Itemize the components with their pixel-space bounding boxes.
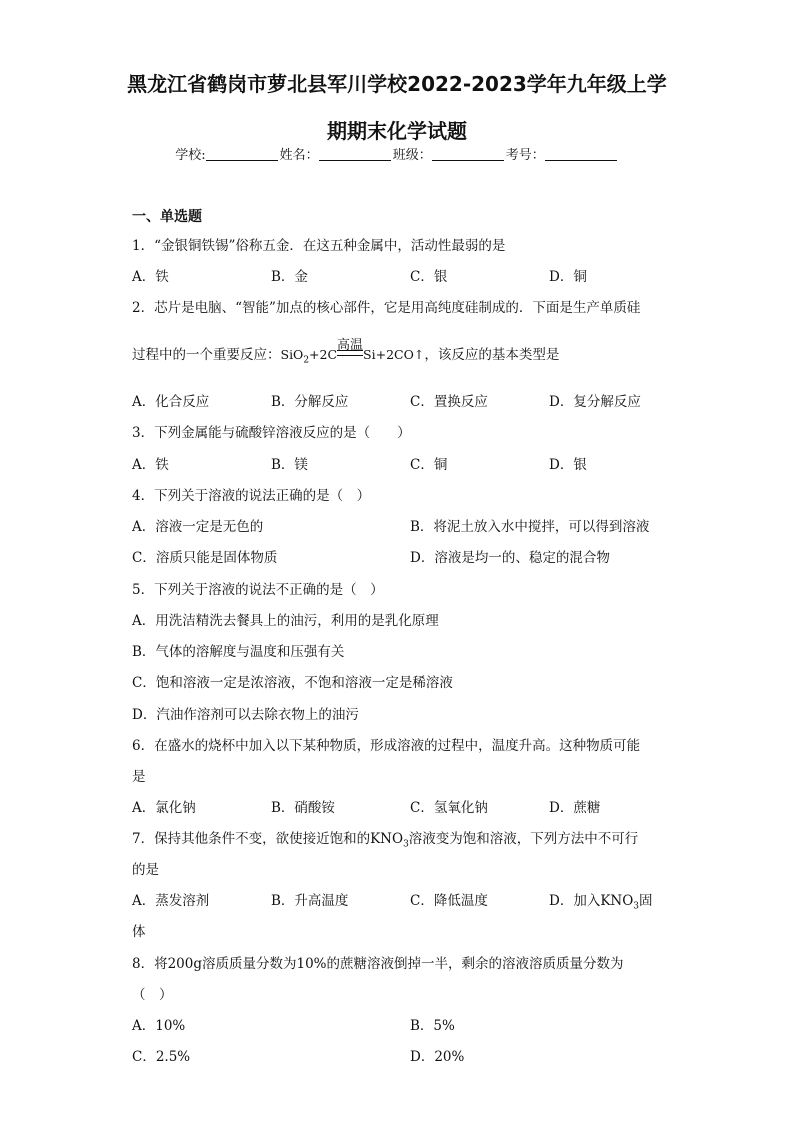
question-3-option-d[interactable]: D．银 bbox=[549, 457, 587, 473]
question-4-option-b[interactable]: B．将泥土放入水中搅拌，可以得到溶液 bbox=[410, 519, 650, 535]
equation-condition: 高温 bbox=[337, 338, 364, 353]
question-2-stem-equation-line bbox=[132, 338, 560, 366]
question-5-option-a[interactable]: A．用洗洁精洗去餐具上的油污，利用的是乳化原理 bbox=[132, 613, 439, 629]
question-7-option-d-subscript: 3 bbox=[633, 901, 640, 912]
question-5-stem: 5．下列关于溶液的说法不正确的是（ ） bbox=[132, 582, 384, 598]
question-2-option-b[interactable]: B．分解反应 bbox=[271, 394, 349, 410]
question-8-option-c[interactable]: C．2.5% bbox=[132, 1049, 191, 1065]
question-8-option-b[interactable]: B．5% bbox=[410, 1018, 455, 1034]
question-7-option-d-suffix: 固 bbox=[639, 893, 653, 909]
question-2-option-c[interactable]: C．置换反应 bbox=[410, 394, 488, 410]
question-8-option-d[interactable]: D．20% bbox=[410, 1049, 465, 1065]
question-1-option-a[interactable]: A．铁 bbox=[132, 269, 169, 285]
student-info-line bbox=[0, 144, 794, 163]
question-7-option-d[interactable] bbox=[549, 889, 653, 912]
question-6-option-d[interactable]: D．蔗糖 bbox=[549, 800, 601, 816]
exam-title-line1: 黑龙江省鹤岗市萝北县军川学校2022-2023学年九年级上学 bbox=[127, 72, 667, 96]
question-2-option-a[interactable]: A．化合反应 bbox=[132, 394, 210, 410]
question-7-stem-line1 bbox=[132, 827, 638, 850]
question-3-stem: 3．下列金属能与硫酸锌溶液反应的是（ ） bbox=[132, 425, 411, 441]
question-8-stem-line1: 8．将200g溶质质量分数为10%的蔗糖溶液倒掉一半，剩余的溶液溶质质量分数为 bbox=[132, 956, 624, 972]
question-7-option-d-wrap: 体 bbox=[132, 924, 146, 940]
section-title: 一、单选题 bbox=[132, 209, 202, 225]
question-1-option-c[interactable]: C．银 bbox=[410, 269, 448, 285]
question-7-option-d-prefix: D．加入KNO bbox=[549, 893, 634, 909]
question-4-option-a[interactable]: A．溶液一定是无色的 bbox=[132, 519, 264, 535]
school-blank[interactable] bbox=[206, 148, 278, 161]
question-7-option-a[interactable]: A．蒸发溶剂 bbox=[132, 893, 210, 909]
equation-left-subscript: 2 bbox=[303, 355, 310, 366]
reaction-equation bbox=[280, 338, 425, 366]
question-6-stem-line2: 是 bbox=[132, 769, 146, 785]
question-7-option-b[interactable]: B．升高温度 bbox=[271, 893, 349, 909]
question-7-subscript: 3 bbox=[403, 839, 409, 850]
question-2-stem: 2．芯片是电脑、“智能”加点的核心部件，它是用高纯度硅制成的．下面是生产单质硅 bbox=[132, 300, 641, 316]
question-2-prefix: 过程中的一个重要反应： bbox=[132, 347, 281, 363]
question-8-option-a[interactable]: A．10% bbox=[132, 1018, 186, 1034]
question-6-stem-line1: 6．在盛水的烧杯中加入以下某种物质，形成溶液的过程中，温度升高。这种物质可能 bbox=[132, 738, 641, 754]
question-1-stem: 1．“金银铜铁锡”俗称五金．在这五种金属中，活动性最弱的是 bbox=[132, 238, 506, 254]
question-5-option-d[interactable]: D．汽油作溶剂可以去除衣物上的油污 bbox=[132, 707, 359, 723]
question-7-option-c[interactable]: C．降低温度 bbox=[410, 893, 488, 909]
number-blank[interactable] bbox=[545, 148, 617, 161]
class-label: 班级： bbox=[392, 148, 432, 163]
question-2-suffix: ，该反应的基本类型是 bbox=[424, 347, 560, 363]
question-3-option-c[interactable]: C．铜 bbox=[410, 457, 448, 473]
name-blank[interactable] bbox=[319, 148, 391, 161]
question-2-option-d[interactable]: D．复分解反应 bbox=[549, 394, 641, 410]
question-3-option-a[interactable]: A．铁 bbox=[132, 457, 169, 473]
question-4-option-c[interactable]: C．溶质只能是固体物质 bbox=[132, 550, 278, 566]
question-5-option-c[interactable]: C．饱和溶液一定是浓溶液，不饱和溶液一定是稀溶液 bbox=[132, 675, 453, 691]
name-label: 姓名： bbox=[279, 148, 319, 163]
question-4-option-d[interactable]: D．溶液是均一的、稳定的混合物 bbox=[410, 550, 610, 566]
question-7-suffix: 溶液变为饱和溶液，下列方法中不可行 bbox=[408, 831, 639, 847]
question-1-option-d[interactable]: D．铜 bbox=[549, 269, 587, 285]
question-3-option-b[interactable]: B．镁 bbox=[271, 457, 308, 473]
equation-left: SiO bbox=[280, 347, 304, 362]
number-label: 考号： bbox=[505, 148, 545, 163]
question-1-option-b[interactable]: B．金 bbox=[271, 269, 308, 285]
question-5-option-b[interactable]: B．气体的溶解度与温度和压强有关 bbox=[132, 644, 345, 660]
question-7-stem-line2: 的是 bbox=[132, 862, 159, 878]
equation-left-rest: +2C bbox=[309, 347, 338, 362]
class-blank[interactable] bbox=[432, 148, 504, 161]
school-label: 学校: bbox=[175, 148, 206, 163]
question-7-prefix: 7．保持其他条件不变，欲使接近饱和的KNO bbox=[132, 831, 404, 847]
equation-equals-bar bbox=[337, 338, 364, 356]
question-8-stem-line2: （ ） bbox=[132, 987, 173, 1003]
question-6-option-b[interactable]: B．硝酸铵 bbox=[271, 800, 335, 816]
question-6-option-c[interactable]: C．氢氧化钠 bbox=[410, 800, 488, 816]
exam-title-line2: 期期末化学试题 bbox=[327, 119, 467, 143]
question-4-stem: 4．下列关于溶液的说法正确的是（ ） bbox=[132, 488, 371, 504]
question-6-option-a[interactable]: A．氯化钠 bbox=[132, 800, 196, 816]
equation-right: Si+2CO↑ bbox=[363, 347, 425, 362]
